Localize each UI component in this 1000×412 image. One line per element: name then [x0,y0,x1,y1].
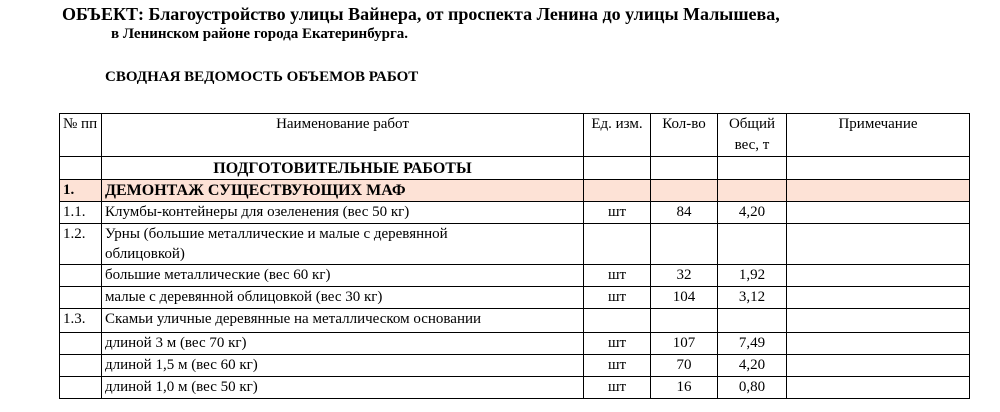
row-weight: 0,80 [718,377,787,399]
row-qty [651,224,718,265]
header-weight-line1: Общий [728,116,776,132]
row-unit [584,224,651,265]
cell-note [787,180,970,202]
row-num [60,355,102,377]
header-name: Наименование работ [102,114,584,157]
cell-num [60,157,102,180]
row-qty [651,309,718,333]
table-row [60,355,970,377]
row-unit: шт [584,265,651,287]
object-title: ОБЪЕКТ: Благоустройство улицы Вайнера, от проспекта Ленина до улицы Малышева, [62,4,780,24]
cell-weight [718,180,787,202]
row-unit: шт [584,333,651,355]
header-qty: Кол-во [651,114,718,157]
table-row [60,309,970,333]
row-note [787,287,970,309]
group-num: 1. [60,180,102,202]
row-qty: 104 [651,287,718,309]
row-note [787,355,970,377]
header-weight [718,114,787,157]
table-row [60,265,970,287]
section-row [60,157,970,180]
row-num [60,287,102,309]
row-num: 1.2. [60,224,102,265]
row-note [787,377,970,399]
cell-unit [584,180,651,202]
table-header-row [60,114,970,157]
row-name-selected-cell[interactable] [102,309,584,333]
row-qty: 16 [651,377,718,399]
header-unit: Ед. изм. [584,114,651,157]
district-subtitle: в Ленинском районе города Екатеринбурга. [111,26,409,42]
row-weight: 7,49 [718,333,787,355]
section-title: ПОДГОТОВИТЕЛЬНЫЕ РАБОТЫ [102,157,584,180]
document-title: СВОДНАЯ ВЕДОМОСТЬ ОБЪЕМОВ РАБОТ [105,69,419,85]
row-unit: шт [584,355,651,377]
table-row [60,202,970,224]
row-num [60,377,102,399]
group-name: ДЕМОНТАЖ СУЩЕСТВУЮЩИХ МАФ [102,180,584,202]
cell-weight [718,157,787,180]
row-unit: шт [584,377,651,399]
row-qty: 32 [651,265,718,287]
header-weight-line2: вес, т [734,137,770,153]
works-volume-table [59,113,970,399]
row-weight: 4,20 [718,355,787,377]
table-row [60,333,970,355]
row-qty: 70 [651,355,718,377]
row-unit: шт [584,202,651,224]
row-weight [718,309,787,333]
row-note [787,202,970,224]
row-name: длиной 1,5 м (вес 60 кг) [102,355,584,377]
table-row [60,377,970,399]
header-note: Примечание [787,114,970,157]
row-name: большие металлические (вес 60 кг) [102,265,584,287]
row-name-line1: Урны (большие металлические и малые с деревянной [105,226,448,242]
row-num: 1.1. [60,202,102,224]
row-weight [718,224,787,265]
row-name: Клумбы-контейнеры для озеленения (вес 50 кг) [102,202,584,224]
row-qty: 84 [651,202,718,224]
header-num: № пп [60,114,102,157]
row-note [787,265,970,287]
row-num: 1.3. [60,309,102,333]
row-qty: 107 [651,333,718,355]
cell-unit [584,157,651,180]
row-note [787,333,970,355]
table-row [60,224,970,265]
group-row [60,180,970,202]
row-name [102,224,584,265]
row-weight: 3,12 [718,287,787,309]
row-weight: 4,20 [718,202,787,224]
row-unit: шт [584,287,651,309]
row-name: Скамьи уличные деревянные на металлическом основании [105,311,482,327]
cell-note [787,157,970,180]
cell-qty [651,157,718,180]
row-note [787,309,970,333]
row-name-line2: облицовкой) [105,246,185,262]
table-row [60,287,970,309]
row-unit [584,309,651,333]
cell-qty [651,180,718,202]
row-name: длиной 3 м (вес 70 кг) [102,333,584,355]
row-num [60,333,102,355]
row-note [787,224,970,265]
row-weight: 1,92 [718,265,787,287]
row-num [60,265,102,287]
row-name: длиной 1,0 м (вес 50 кг) [102,377,584,399]
row-name: малые с деревянной облицовкой (вес 30 кг) [102,287,584,309]
